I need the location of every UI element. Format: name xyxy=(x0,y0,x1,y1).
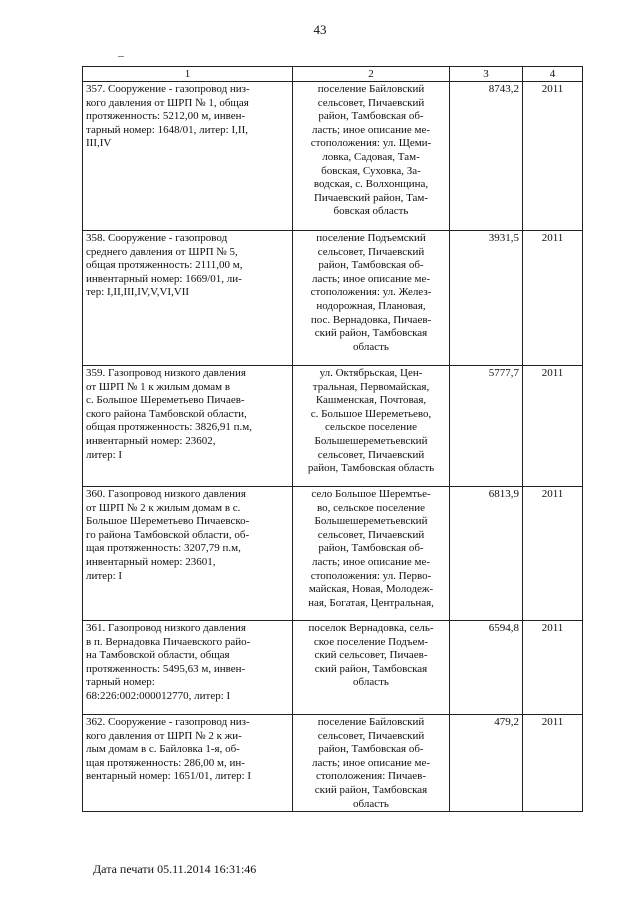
description-text: 362. Сооружение - газопровод низ- кого давления от ШРП № 2 к жи- лым домам в с. Байловка 1-я, об- щая протяженность: 286,00 м, ин- вентарный номер: 1651/01, литер: I xyxy=(86,716,252,783)
description-text: 357. Сооружение - газопровод низ- кого давления от ШРП № 1, общая протяженность: 5212,00 м, инвен- тарный номер: 1648/01, литер: I,II, III,IV xyxy=(86,83,250,150)
location-cell xyxy=(293,715,450,812)
location-text: поселение Байловский сельсовет, Пичаевский район, Тамбовская об- ласть; иное описание ме- стоположения: ул. Щеми- ловка, Садовая, Там- бовская, Суховка, За- водская, с. Волхонщина, Пичаевский район, Там- бовская область xyxy=(310,83,432,218)
location-cell xyxy=(293,82,450,231)
location-text: поселение Байловский сельсовет, Пичаевский район, Тамбовская об- ласть; иное описание ме- стоположения: Пичаев- ский район, Тамбовская область xyxy=(311,716,430,810)
header-row xyxy=(83,67,583,82)
year-cell: 2011 xyxy=(523,621,583,715)
location-text: поселение Подъемский сельсовет, Пичаевский район, Тамбовская об- ласть; иное описание ме- стоположения: ул. Желез- нодорожная, Плановая, пос. Вернадовка, Пичаев- ский район, Тамбовская область xyxy=(310,232,432,353)
value-cell: 6813,9 xyxy=(450,487,523,621)
year-cell: 2011 xyxy=(523,82,583,231)
description-cell xyxy=(83,715,293,812)
location-cell xyxy=(293,621,450,715)
year-cell: 2011 xyxy=(523,715,583,812)
column-header-1: 1 xyxy=(83,67,293,82)
table-row xyxy=(83,621,583,715)
table-row xyxy=(83,231,583,366)
description-text: 360. Газопровод низкого давления от ШРП № 2 к жилым домам в с. Большое Шереметьево Пичаевско- го района Тамбовской области, об- щая протяженность: 3207,79 п.м, инвентарный номер: 23601, литер: I xyxy=(86,488,250,582)
value-cell: 8743,2 xyxy=(450,82,523,231)
scan-mark xyxy=(118,56,124,57)
property-registry-table xyxy=(82,66,583,812)
location-text: поселок Вернадовка, сель- ское поселение Подъем- ский сельсовет, Пичаев- ский район, Тамбовская область xyxy=(308,622,434,689)
value-cell: 479,2 xyxy=(450,715,523,812)
location-cell xyxy=(293,366,450,487)
year-cell: 2011 xyxy=(523,366,583,487)
description-text: 358. Сооружение - газопровод среднего давления от ШРП № 5, общая протяженность: 2111,00 м, инвентарный номер: 1669/01, ли- тер: I,II,III,IV,V,VI,VII xyxy=(86,232,243,299)
year-cell: 2011 xyxy=(523,487,583,621)
value-cell: 3931,5 xyxy=(450,231,523,366)
value-cell: 5777,7 xyxy=(450,366,523,487)
table-row xyxy=(83,366,583,487)
description-cell xyxy=(83,231,293,366)
table-row xyxy=(83,487,583,621)
page-number: 43 xyxy=(313,22,327,37)
column-header-4: 4 xyxy=(523,67,583,82)
table-row xyxy=(83,715,583,812)
description-cell xyxy=(83,366,293,487)
location-text: ул. Октябрьская, Цен- тральная, Первомайская, Кашменская, Почтовая, с. Большое Шереметьево, сельское поселение Большешереметьевский сельсовет, Пичаевский район, Тамбовская область xyxy=(307,367,435,475)
location-text: село Большое Шеремтье- во, сельское поселение Большешереметьевский сельсовет, Пичаевский район, Тамбовская об- ласть; иное описание ме- стоположения: ул. Перво- майская, Новая, Молодеж- ная, Богатая, Центральная, xyxy=(308,488,434,609)
location-cell xyxy=(293,487,450,621)
description-cell xyxy=(83,487,293,621)
value-cell: 6594,8 xyxy=(450,621,523,715)
year-cell: 2011 xyxy=(523,231,583,366)
description-text: 361. Газопровод низкого давления в п. Вернадовка Пичаевского райо- на Тамбовской области, общая протяженность: 5495,63 м, инвен- тарный номер: 68:226:002:000012770, литер: I xyxy=(86,622,251,702)
location-cell xyxy=(293,231,450,366)
description-cell xyxy=(83,82,293,231)
print-date-footer: Дата печати 05.11.2014 16:31:46 xyxy=(93,862,257,876)
column-header-3: 3 xyxy=(450,67,523,82)
table-row xyxy=(83,82,583,231)
description-cell xyxy=(83,621,293,715)
column-header-2: 2 xyxy=(293,67,450,82)
description-text: 359. Газопровод низкого давления от ШРП № 1 к жилым домам в с. Большое Шереметьево Пичаев- ского района Тамбовской области, общая протяженность: 3826,91 п.м, инвентарный номер: 23602, литер: I xyxy=(86,367,252,461)
